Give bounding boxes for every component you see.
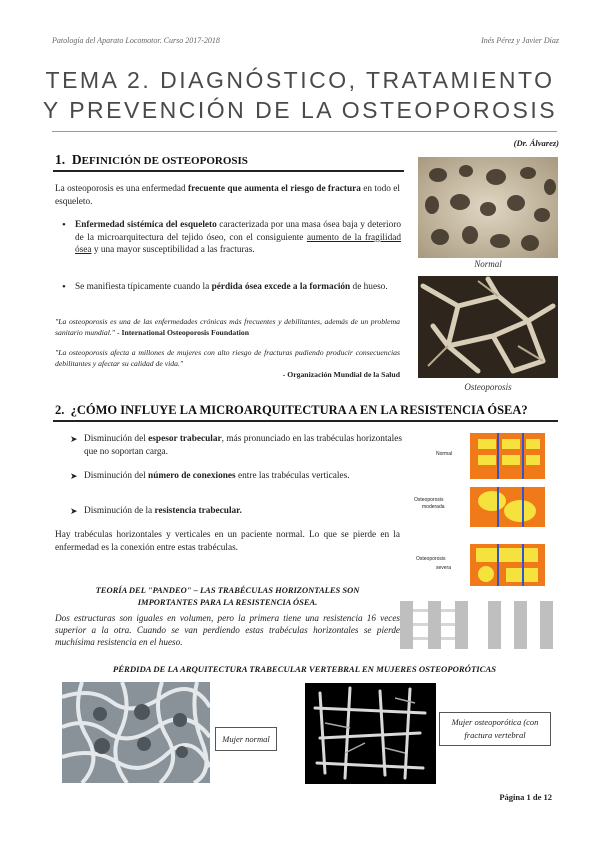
trabecular-normal-drawing (470, 433, 545, 479)
bullet-item-1 (62, 219, 401, 257)
trabecular-moderate-drawing (470, 487, 545, 527)
quote2-text: "La osteoporosis afecta a millones de mujeres con alto riesgo de fracturas pudiendo producir consecuencias debilitantes y afectar su calidad de vida." (55, 348, 400, 368)
osteoporosis-bone-caption: Osteoporosis (464, 382, 512, 392)
section2-heading (55, 403, 528, 418)
normal-woman-label-box: Mujer normal (215, 727, 277, 751)
osteoporotic-woman-label-box: Mujer osteoporótica (con fractura vertebral (439, 712, 551, 746)
arrow-item-1 (70, 433, 402, 458)
section2-paragraph: Hay trabéculas horizontales y verticales en un paciente normal. Lo que se pierde en la enfermedad es la conexión entre estas trabéculas. (55, 530, 400, 553)
section1-first-letter: D (71, 152, 82, 167)
diagram-label-severe-b: severa (436, 565, 452, 571)
bullet-item-2 (62, 281, 401, 294)
intro-text-b: frecuente que aumenta el riesgo de fractura (188, 184, 361, 194)
bullet-dot-icon: • (62, 219, 66, 231)
arrow-bullet-icon: ➤ (70, 506, 78, 516)
arrow2-text-c: entre las trabéculas verticales. (235, 471, 350, 481)
arrow1-text-b: espesor trabecular (148, 434, 222, 444)
quote2-source: - Organización Mundial de la Salud (282, 370, 400, 379)
normal-bone-image (418, 157, 558, 258)
section2-number: 2. (55, 403, 65, 417)
author-note: (Dr. Álvarez) (513, 138, 559, 148)
theory-title-line2: IMPORTANTES PARA LA RESISTENCIA ÓSEA. (137, 597, 318, 607)
arrow2-text-b: número de conexiones (148, 471, 236, 481)
page-number: Página 1 de 12 (499, 792, 552, 802)
bullet1-text-b: caracterizada por una masa ósea baja y deterioro de la microarquitectura del tejido óseo (75, 220, 401, 243)
quote1-text: "La osteoporosis es una de las enfermedades crónicas más frecuentes y debilitantes, además de un problema sanitario mundial." (55, 317, 400, 337)
theory-title-line1: TEORÍA DEL "PANDEO" – LAS TRABÉCULAS HORIZONTALES SON (95, 585, 360, 595)
buckling-drawing (400, 601, 557, 649)
section1-heading (55, 152, 248, 168)
section1-number: 1. (55, 152, 66, 167)
diagram-label-severe-a: Osteoporosis (416, 556, 446, 562)
arrow-bullet-icon: ➤ (70, 471, 78, 481)
bullet1-text-a: Enfermedad sistémica del esqueleto (75, 220, 217, 230)
bullet1-text-e: y una mayor susceptibilidad a las fracturas. (91, 245, 255, 255)
theory-title (55, 584, 400, 608)
page-title-line1: TEMA 2. DIAGNÓSTICO, TRATAMIENTO (45, 67, 555, 93)
arrow-bullet-icon: ➤ (70, 434, 78, 444)
trabecular-diagram-moderate (470, 487, 545, 527)
bullet1-text-d: aumento de la fragilidad ósea (75, 232, 401, 255)
section2-underline (53, 420, 558, 422)
quote-1 (55, 317, 400, 338)
quote1-source: - International Osteoporosis Foundation (115, 327, 250, 337)
normal-bone-caption: Normal (474, 259, 502, 269)
normal-vertebra-photo (62, 682, 210, 783)
arrow-item-3 (70, 505, 402, 518)
buckling-diagram (400, 601, 557, 649)
section1-heading-rest: EFINICIÓN DE OSTEOPOROSIS (81, 155, 248, 167)
diagram-label-normal: Normal (436, 451, 453, 457)
osteoporotic-vertebra-photo (305, 683, 436, 784)
arrow1-text-c: , más pronunciado en las trabéculas horizontales que no soportan carga. (84, 434, 402, 457)
normal-bone-photo (418, 157, 558, 258)
loss-title: PÉRDIDA DE LA ARQUITECTURA TRABECULAR VERTEBRAL EN MUJERES OSTEOPORÓTICAS (112, 664, 497, 674)
osteoporotic-vertebra-image (305, 683, 436, 784)
trabecular-diagram-normal (470, 433, 545, 479)
page-title-line2: Y PREVENCIÓN DE LA OSTEOPOROSIS (42, 97, 558, 123)
running-header-right: Inés Pérez y Javier Díaz (481, 36, 559, 45)
diagram-label-moderate-a: Osteoporosis (414, 497, 444, 503)
bullet2-text-b: pérdida ósea excede a la formación (211, 282, 351, 292)
title-rule (52, 131, 557, 132)
trabecular-diagram-severe (470, 544, 545, 586)
section1-underline (53, 170, 404, 172)
diagram-label-moderate-b: moderada (422, 504, 445, 510)
osteoporosis-bone-image (418, 276, 558, 378)
section2-heading-text: ¿CÓMO INFLUYE LA MICROARQUITECTURA A EN LA RESISTENCIA ÓSEA? (70, 403, 528, 417)
arrow1-text-a: Disminución del (84, 434, 149, 444)
intro-text-a: La osteoporosis es una enfermedad (55, 184, 189, 194)
bullet2-text-a: Se manifiesta típicamente cuando la (75, 282, 212, 292)
bullet-dot-icon: • (62, 281, 66, 293)
intro-text-c: en todo el esqueleto. (55, 184, 401, 207)
arrow-item-2 (70, 470, 402, 483)
arrow3-text-b: resistencia trabecular. (154, 506, 242, 516)
osteoporosis-bone-photo (418, 276, 558, 378)
quote-2 (55, 348, 400, 369)
trabecular-severe-drawing (470, 544, 545, 586)
bullet1-text-c: , con el consiguiente (223, 232, 307, 243)
bullet2-text-c: de hueso. (350, 282, 388, 292)
arrow3-text-a: Disminución de la (84, 506, 155, 516)
arrow2-text-a: Disminución del (84, 471, 149, 481)
normal-vertebra-image (62, 682, 210, 783)
section1-intro (55, 183, 400, 208)
theory-text: Dos estructuras son iguales en volumen, pero la primera tiene una resistencia 16 veces superior a la otra. Cuando se van perdiendo estas trabéculas horizontales se pierde muchísima resistencia en el hueso. (55, 613, 400, 647)
running-header-left: Patología del Aparato Locomotor. Curso 2017-2018 (52, 36, 220, 45)
